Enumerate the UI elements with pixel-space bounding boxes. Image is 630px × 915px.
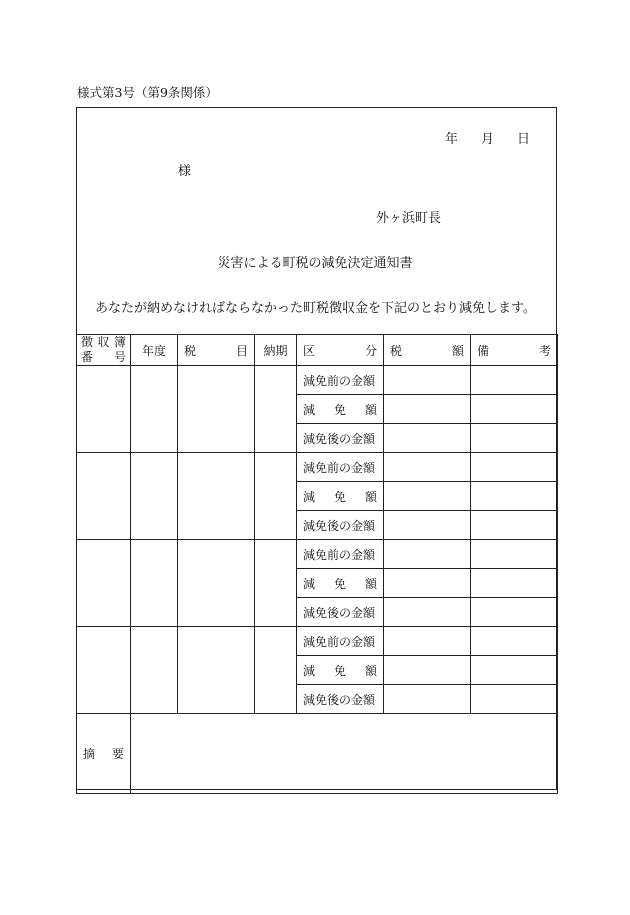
category-before-cell: 減免前の金額 — [297, 366, 384, 395]
table-row — [77, 366, 558, 395]
category-after-cell: 減免後の金額 — [297, 511, 384, 540]
summary-field[interactable] — [131, 714, 558, 794]
remarks-cell[interactable] — [471, 656, 558, 685]
tax-amount-cell[interactable] — [384, 453, 471, 482]
tax-item-cell[interactable] — [178, 540, 255, 627]
category-after-cell: 減免後の金額 — [297, 424, 384, 453]
year-cell[interactable] — [131, 366, 178, 453]
notice-body-text: あなたが納めなければならなかった町税徴収金を下記のとおり減免します。 — [95, 301, 536, 316]
year-cell[interactable] — [131, 540, 178, 627]
year-cell[interactable] — [131, 453, 178, 540]
addressee-suffix: 様 — [178, 164, 192, 179]
header-ledger-line2: 番 号 — [81, 350, 126, 364]
header-year: 年度 — [131, 335, 178, 366]
category-before-cell: 減免前の金額 — [297, 453, 384, 482]
header-tax-item: 税 目 — [178, 335, 255, 366]
remarks-cell[interactable] — [471, 366, 558, 395]
remarks-cell[interactable] — [471, 482, 558, 511]
tax-amount-cell[interactable] — [384, 685, 471, 714]
tax-amount-cell[interactable] — [384, 395, 471, 424]
tax-amount-cell[interactable] — [384, 511, 471, 540]
summary-label-cell: 摘 要 — [77, 714, 131, 794]
category-reduction-cell: 減 免 額 — [297, 482, 384, 511]
table-row — [77, 453, 558, 482]
category-after-cell: 減免後の金額 — [297, 598, 384, 627]
table-header-row — [77, 335, 558, 366]
remarks-cell[interactable] — [471, 540, 558, 569]
remarks-cell[interactable] — [471, 511, 558, 540]
summary-row — [77, 714, 558, 794]
tax-amount-cell[interactable] — [384, 598, 471, 627]
header-due-period: 納期 — [255, 335, 297, 366]
tax-reduction-table — [76, 334, 558, 794]
ledger-number-cell[interactable] — [77, 366, 131, 453]
issuer-name: 外ヶ浜町長 — [376, 211, 442, 226]
remarks-cell[interactable] — [471, 395, 558, 424]
due-period-cell[interactable] — [255, 627, 297, 714]
category-reduction-cell: 減 免 額 — [297, 569, 384, 598]
tax-amount-cell[interactable] — [384, 540, 471, 569]
tax-amount-cell[interactable] — [384, 366, 471, 395]
tax-amount-cell[interactable] — [384, 482, 471, 511]
header-remarks: 備 考 — [471, 335, 558, 366]
remarks-cell[interactable] — [471, 685, 558, 714]
category-before-cell: 減免前の金額 — [297, 627, 384, 656]
tax-item-cell[interactable] — [178, 453, 255, 540]
category-before-cell: 減免前の金額 — [297, 540, 384, 569]
header-ledger-line1: 徴 収 簿 — [81, 335, 126, 349]
category-after-cell: 減免後の金額 — [297, 685, 384, 714]
tax-amount-cell[interactable] — [384, 569, 471, 598]
table-row — [77, 540, 558, 569]
due-period-cell[interactable] — [255, 453, 297, 540]
tax-item-cell[interactable] — [178, 627, 255, 714]
due-period-cell[interactable] — [255, 540, 297, 627]
date-day-label: 日 — [517, 132, 531, 147]
form-number-label: 様式第3号（第9条関係） — [77, 85, 218, 100]
category-reduction-cell: 減 免 額 — [297, 395, 384, 424]
date-year-label: 年 — [445, 132, 459, 147]
remarks-cell[interactable] — [471, 569, 558, 598]
category-reduction-cell: 減 免 額 — [297, 656, 384, 685]
ledger-number-cell[interactable] — [77, 453, 131, 540]
tax-amount-cell[interactable] — [384, 656, 471, 685]
date-month-label: 月 — [481, 132, 495, 147]
header-tax-amount: 税 額 — [384, 335, 471, 366]
remarks-cell[interactable] — [471, 627, 558, 656]
tax-item-cell[interactable] — [178, 366, 255, 453]
header-ledger-number — [77, 335, 131, 366]
remarks-cell[interactable] — [471, 453, 558, 482]
header-category: 区 分 — [297, 335, 384, 366]
document-title: 災害による町税の減免決定通知書 — [217, 256, 413, 271]
remarks-cell[interactable] — [471, 598, 558, 627]
table-row — [77, 627, 558, 656]
tax-amount-cell[interactable] — [384, 627, 471, 656]
tax-amount-cell[interactable] — [384, 424, 471, 453]
due-period-cell[interactable] — [255, 366, 297, 453]
ledger-number-cell[interactable] — [77, 627, 131, 714]
remarks-cell[interactable] — [471, 424, 558, 453]
year-cell[interactable] — [131, 627, 178, 714]
ledger-number-cell[interactable] — [77, 540, 131, 627]
